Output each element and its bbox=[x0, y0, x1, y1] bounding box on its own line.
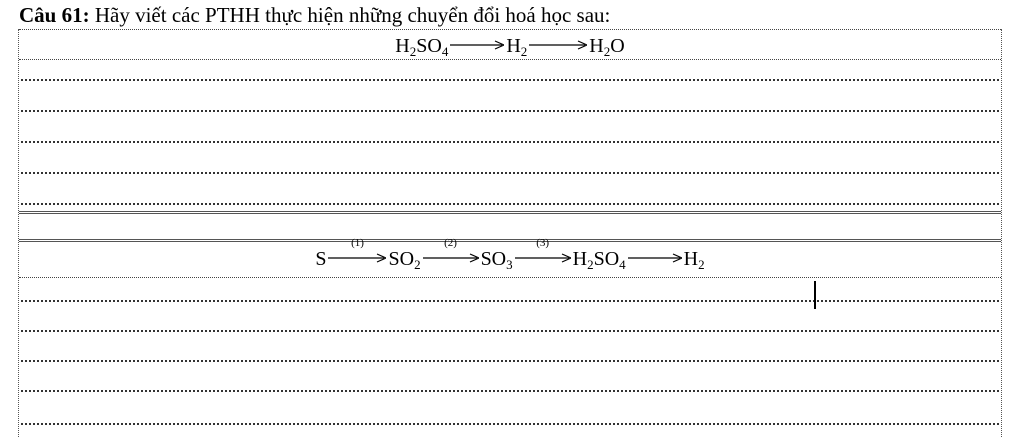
formula-text: SO bbox=[388, 248, 415, 270]
formula-text: H bbox=[589, 35, 604, 57]
arrow-step-label: (2) bbox=[444, 237, 457, 249]
formula-subscript: 2 bbox=[587, 257, 594, 272]
chemical-formula bbox=[388, 248, 420, 271]
answer-line[interactable] bbox=[21, 423, 999, 425]
reaction-arrow bbox=[529, 36, 587, 52]
row-border bbox=[19, 239, 1001, 242]
formula-subscript: 2 bbox=[603, 44, 611, 59]
answer-line[interactable] bbox=[21, 360, 999, 362]
formula-text: SO bbox=[416, 35, 442, 57]
formula-subscript: 2 bbox=[414, 257, 421, 272]
arrow-step-label: (1) bbox=[351, 237, 364, 249]
row-border bbox=[19, 29, 1001, 30]
answer-line[interactable] bbox=[21, 203, 999, 205]
reaction-arrow bbox=[328, 237, 386, 265]
row-border bbox=[19, 59, 1001, 60]
chemical-formula bbox=[481, 248, 513, 271]
chemical-formula bbox=[573, 248, 626, 271]
formula-subscript: 3 bbox=[506, 257, 513, 272]
reaction-arrow bbox=[450, 36, 504, 52]
formula-text: S bbox=[315, 248, 327, 270]
reaction-arrow bbox=[628, 249, 682, 265]
text-cursor bbox=[814, 281, 816, 309]
answer-line[interactable] bbox=[21, 110, 999, 112]
formula-text: H bbox=[506, 35, 521, 57]
answer-line[interactable] bbox=[21, 330, 999, 332]
formula-subscript: 4 bbox=[441, 44, 449, 59]
reaction-scheme-1 bbox=[19, 35, 1001, 58]
chemical-formula bbox=[395, 35, 448, 58]
arrow-step-label: (3) bbox=[536, 237, 550, 249]
formula-subscript: 2 bbox=[520, 44, 528, 59]
formula-text: SO bbox=[480, 248, 507, 270]
formula-text: H bbox=[683, 248, 699, 270]
answer-line[interactable] bbox=[21, 172, 999, 174]
formula-text: SO bbox=[593, 248, 620, 270]
answer-line[interactable] bbox=[21, 300, 999, 302]
formula-subscript: 2 bbox=[698, 257, 705, 272]
formula-text: H bbox=[572, 248, 588, 270]
chemical-formula bbox=[589, 35, 624, 58]
reaction-scheme-2 bbox=[19, 237, 1001, 272]
chemical-formula bbox=[315, 248, 326, 271]
row-border bbox=[19, 211, 1001, 214]
formula-text: O bbox=[610, 35, 625, 57]
answer-line[interactable] bbox=[21, 79, 999, 81]
chemical-formula bbox=[684, 248, 705, 271]
answer-table[interactable] bbox=[18, 29, 1002, 437]
formula-subscript: 4 bbox=[619, 257, 626, 272]
chemical-formula bbox=[506, 35, 527, 58]
question-heading bbox=[19, 3, 610, 27]
reaction-arrow bbox=[515, 237, 571, 265]
reaction-arrow bbox=[423, 237, 479, 265]
question-number: Câu 61: bbox=[19, 3, 90, 27]
formula-text: H bbox=[395, 35, 410, 57]
answer-line[interactable] bbox=[21, 141, 999, 143]
question-text: Hãy viết các PTHH thực hiện những chuyển đổi hoá học sau: bbox=[89, 3, 611, 27]
formula-subscript: 2 bbox=[409, 44, 417, 59]
row-border bbox=[19, 277, 1001, 278]
answer-line[interactable] bbox=[21, 390, 999, 392]
